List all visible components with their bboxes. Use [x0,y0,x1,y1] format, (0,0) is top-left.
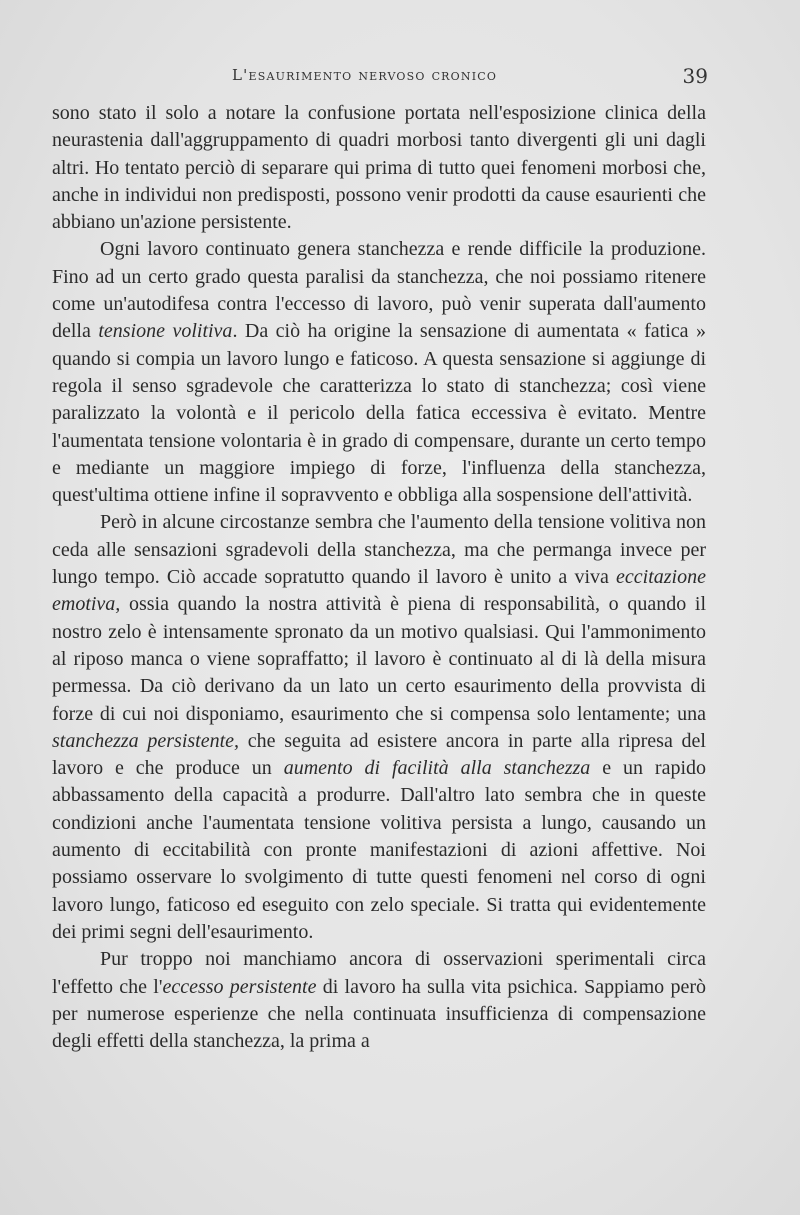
text-segment: e un rapido abbassamento della capacità a produrre. Dall'altro lato sembra che in queste condizioni anche l'aumentata tensione volitiva persista a lungo, causando un aumento di eccitabilità con pronte manifestazioni di azioni affettive. Noi possiamo osservare lo svolgimento di tutte questi fenomeni nel corso di ogni lavoro lungo, faticoso ed eseguito con zelo speciale. Si tratta qui evidentemente dei primi segni dell'esaurimento. [52,757,707,943]
italic-text: eccesso persistente [162,975,317,998]
page-header [0,64,800,92]
body-text [52,100,706,1055]
paragraph [52,509,706,946]
italic-text: tensione volitiva [98,320,233,343]
text-segment: Pur troppo noi manchiamo ancora di osservazioni sperimentali circa l'effetto che l' [52,948,706,998]
text-segment: di lavoro ha sulla vita psichica. Sappiamo però per numerose esperienze che nella continuata insufficienza di compensazione degli effetti della stanchezza, la prima a [52,975,706,1053]
text-segment: sono stato il solo a notare la confusione portata nell'esposizione clinica della neurastenia dall'aggruppamento di quadri morbosi tanto divergenti gli uni dagli altri. Ho tentato perciò di separare qui prima di tutto quei fenomeni morbosi che, anche in individui non predisposti, possono venir prodotti da cause esaurienti che abbiano un'azione persistente. [52,102,706,234]
text-segment: Però in alcune circostanze sembra che l'aumento della tensione volitiva non ceda alle sensazioni sgradevoli della stanchezza, ma che permanga invece per lungo tempo. Ciò accade sopratutto quando il lavoro è unito a viva [52,511,706,589]
italic-text: stanchezza persistente, [52,729,240,752]
running-title: L'esaurimento nervoso cronico [232,66,498,84]
text-segment: che seguita ad esistere ancora in parte alla ripresa del lavoro e che produce un [52,729,706,780]
paragraph [52,100,706,236]
paragraph [52,236,706,509]
italic-text: aumento di facilità alla stanchezza [283,757,591,780]
text-segment: Ogni lavoro continuato genera stanchezza e rende difficile la produzione. Fino ad un certo grado questa paralisi da stanchezza, che noi possiamo ritenere come un'autodifesa contra l'eccesso di lavoro, può venir superata dall'aumento della [52,238,706,343]
paragraph [52,946,706,1055]
italic-text: eccitazione emotiva, [52,566,706,616]
text-segment: ossia quando la nostra attività è piena di responsabilità, o quando il nostro zelo è intensamente spronato da un motivo qualsiasi. Qui l'ammonimento al riposo manca o viene sopraffatto; il lavoro è continuato al di là della misura permessa. Da ciò derivano da un lato un certo esaurimento della provvista di forze di cui noi disponiamo, esaurimento che si compensa solo lentamente; una [52,593,706,725]
text-segment: . Da ciò ha origine la sensazione di aumentata « fatica » quando si compia un lavoro lungo e faticoso. A questa sensazione si aggiunge di regola il senso sgradevole che caratterizza lo stato di stanchezza; così viene paralizzato la volontà e il pericolo della fatica eccessiva è evitato. Mentre l'aumentata tensione volontaria è in grado di compensare, durante un certo tempo e mediante un maggiore impiego di forze, l'influenza della stanchezza, quest'ultima ottiene infine il sopravvento e obbliga alla sospensione dell'attività. [52,320,706,507]
page-number: 39 [682,64,708,88]
